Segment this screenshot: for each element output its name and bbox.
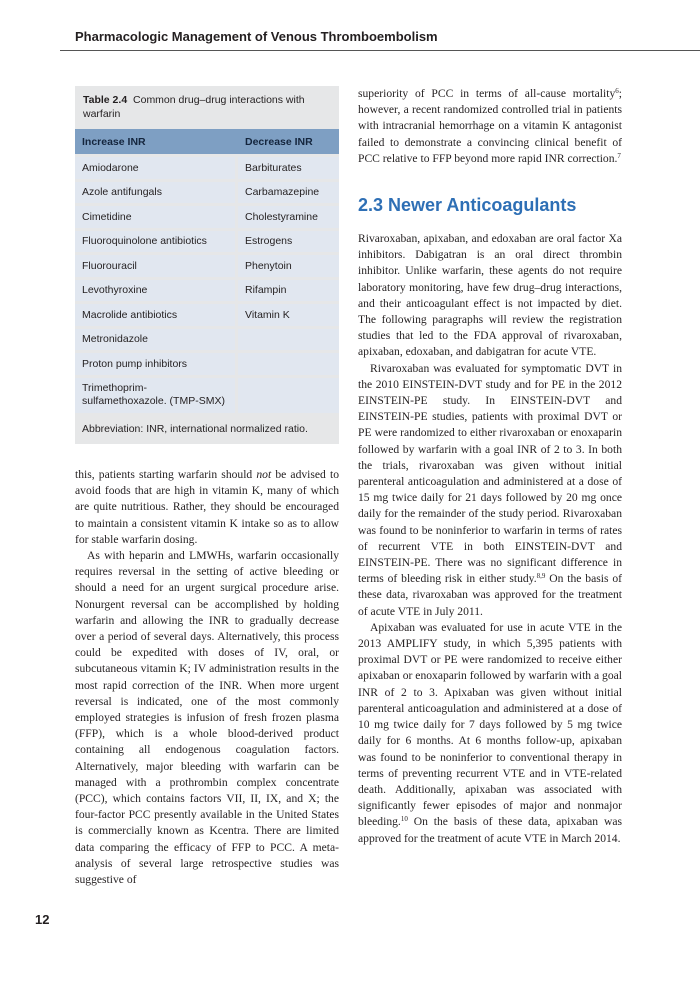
decrease-inr-cell	[238, 353, 339, 375]
increase-inr-cell: Cimetidine	[75, 206, 235, 228]
table-row	[75, 182, 339, 204]
paragraph: superiority of PCC in terms of all-cause mortality$^6$; however, a recent randomized controlled trial in patients with intracranial hemorrhage on a vitamin K antagonist failed to demonstrate a convincing clinical benefit of PCC relative to FFP beyond more rapid INR correction.$^7$	[358, 87, 622, 165]
increase-inr-cell: Levothyroxine	[75, 280, 235, 302]
increase-inr-cell: Azole antifungals	[75, 182, 235, 204]
right-text-column	[358, 231, 622, 847]
paragraph: Rivaroxaban was evaluated for symptomatic DVT in the 2010 EINSTEIN-DVT study and for PE in the 2012 EINSTEIN-PE study. In EINSTEIN-DVT and EINSTEIN-PE studies, patients with proximal DVT or PE were randomized to either rivaroxaban or enoxaparin followed by warfarin with a goal INR of 2 to 3. In both the trials, rivaroxaban was given without initial parenteral anticoagulation and administered at a dose of 15 mg twice daily for 21 days followed by 20 mg once daily for the remainder of the study period. Rivaroxaban was found to be noninferior to warfarin in terms of rates of recurrent VTE in both EINSTEIN-DVT and EINSTEIN-PE. There was no significant difference in terms of bleeding risk in either study.$^{8,9}$ On the basis of these data, rivaroxaban was approved for the treatment of acute VTE in July 2011.	[358, 361, 623, 618]
table-row	[75, 231, 339, 253]
table-row	[75, 206, 339, 228]
drug-interaction-table	[75, 86, 339, 444]
decrease-inr-cell: Estrogens	[238, 231, 339, 253]
decrease-inr-cell: Rifampin	[238, 280, 339, 302]
table-row	[75, 157, 339, 179]
section-heading: 2.3 Newer Anticoagulants	[358, 195, 577, 215]
table-label: Table 2.4	[83, 94, 128, 106]
decrease-inr-cell: Vitamin K	[238, 304, 339, 326]
paragraph: Rivaroxaban, apixaban, and edoxaban are oral factor Xa inhibitors. Dabigatran is an oral direct thrombin inhibitor. Unlike warfarin, these agents do not require laboratory monitoring, have few drug–drug interactions, and their anticoagulant effect is not impacted by diet. The following paragraphs will review the registration studies that led to the FDA approval of rivaroxaban, apixaban, edoxaban, and dabigatran for acute VTE.	[358, 232, 622, 359]
paragraph: Apixaban was evaluated for use in acute VTE in the 2013 AMPLIFY study, in which 5,395 patients with proximal DVT or PE were randomized to receive either apixaban or enoxaparin followed by warfarin with a goal INR of 2 to 3. Apixaban was given without initial parenteral anticoagulation and administered at a dose of 10 mg twice daily for 7 days followed by 5 mg twice daily for 6 months. At 6 months follow-up, apixaban was found to be noninferior to conventional therapy in terms of preventing recurrent VTE and in VTE-related death. Additionally, apixaban was associated with significantly fewer episodes of major and nonmajor bleeding.$^{10}$ On the basis of these data, apixaban was approved for the treatment of acute VTE in March 2014.	[358, 620, 622, 845]
table-row	[75, 329, 339, 351]
decrease-inr-cell: Carbamazepine	[238, 182, 339, 204]
table-caption	[75, 86, 339, 129]
increase-inr-cell: Macrolide antibiotics	[75, 304, 235, 326]
table-header-row	[75, 129, 339, 154]
table-row	[75, 353, 339, 375]
increase-inr-cell: Proton pump inhibitors	[75, 353, 235, 375]
decrease-inr-cell	[238, 378, 339, 413]
table-footnote: Abbreviation: INR, international normalized ratio.	[82, 422, 308, 435]
increase-inr-cell: Amiodarone	[75, 157, 235, 179]
increase-inr-cell: Metronidazole	[75, 329, 235, 351]
table-row	[75, 378, 339, 413]
header-decrease-inr: Decrease INR	[245, 135, 313, 148]
decrease-inr-cell: Cholestyramine	[238, 206, 339, 228]
header-increase-inr: Increase INR	[82, 135, 146, 148]
table-body	[75, 157, 339, 413]
increase-inr-cell: Trimethoprim-sulfamethoxazole. (TMP-SMX)	[75, 378, 235, 413]
increase-inr-cell: Fluoroquinolone antibiotics	[75, 231, 235, 253]
page-number: 12	[35, 912, 50, 927]
header-rule	[60, 50, 700, 51]
increase-inr-cell: Fluorouracil	[75, 255, 235, 277]
paragraph: this, patients starting warfarin should not be advised to avoid foods that are high in vitamin K, many of which are quite nutritious. Rather, they should be encouraged to maintain a consistent vitamin K intake so as to allow for stable warfarin dosing.	[75, 468, 339, 546]
table-row	[75, 304, 339, 326]
decrease-inr-cell: Barbiturates	[238, 157, 339, 179]
table-row	[75, 280, 339, 302]
running-header: Pharmacologic Management of Venous Thromboembolism	[75, 29, 438, 44]
table-row	[75, 255, 339, 277]
table-caption-text: Common drug–drug interactions with warfarin	[83, 94, 305, 120]
decrease-inr-cell: Phenytoin	[238, 255, 339, 277]
right-text-column-top	[358, 86, 622, 167]
left-text-column	[75, 467, 339, 888]
decrease-inr-cell	[238, 329, 339, 351]
paragraph: As with heparin and LMWHs, warfarin occasionally requires reversal in the setting of active bleeding or should a need for an urgent surgical procedure arise. Nonurgent reversal can be accomplished by holding warfarin and allowing the INR to gradually decrease over a period of several days. Alternatively, this process could be expedited with doses of IV, oral, or subcutaneous vitamin K; IV administration results in the most rapid correction of the INR. When more urgent reversal is indicated, one of the most commonly employed strategies is infusion of fresh frozen plasma (FFP), which is a whole blood-derived product containing all endogenous coagulation factors. Alternatively, major bleeding with warfarin can be managed with a prothrombin complex concentrate (PCC), which contains factors VII, II, IX, and X; the four-factor PCC presently available in the United States is commercially known as Kcentra. There are limited data comparing the efficacy of FFP to PCC. A meta-analysis of several large retrospective studies was suggestive of	[75, 549, 339, 887]
